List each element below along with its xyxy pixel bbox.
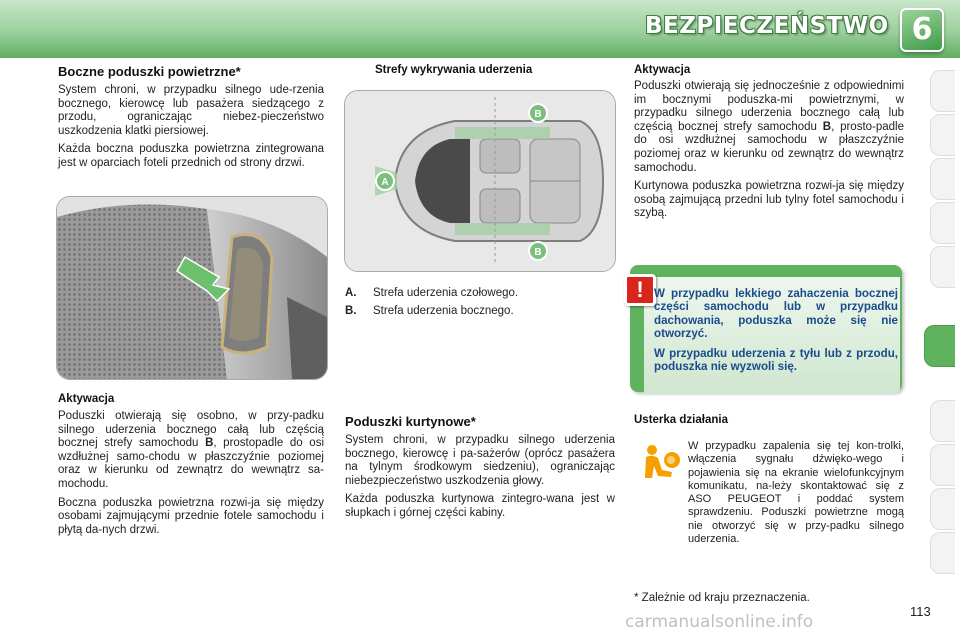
- chapter-tab[interactable]: [930, 202, 955, 244]
- impact-zones-diagram: [344, 90, 616, 272]
- zone-ref: B: [822, 120, 832, 133]
- chapter-tab[interactable]: [930, 158, 955, 200]
- paragraph: [58, 410, 324, 492]
- curtain-activation-heading: Aktywacja: [634, 64, 691, 76]
- paragraph: Kurtynowa poduszka powietrzna rozwi-ja się między osobą zajmującą przedni lub tylny fotel samochodu i szybą.: [634, 180, 904, 220]
- warning-paragraph: W przypadku lekkiego zahaczenia bocznej części samochodu lub w przypadku dachowania, poduszka może się nie otworzyć.: [654, 287, 898, 341]
- text-run: , prosto-padle do osi wzdłużnej samochodu w płaszczyźnie poziomej oraz w kierunku od zewnątrz do wewnątrz samochodu.: [634, 120, 905, 174]
- side-airbags-activation: [58, 410, 324, 542]
- side-airbags-intro: [58, 84, 324, 176]
- warning-paragraph: W przypadku uderzenia z tyłu lub z przodu, poduszka nie wyzwoli się.: [654, 346, 898, 374]
- text-run: Poduszki otwierają się osobno, w przy-padku silnego uderzenia bocznego całą lub częścią bocznej strefy samochodu: [58, 410, 324, 450]
- car-topview-illustration: [345, 91, 615, 271]
- chapter-tab[interactable]: [930, 444, 955, 486]
- seat-airbag-image: [56, 196, 328, 380]
- watermark: carmanualsonline.info: [625, 612, 814, 632]
- activation-heading: Aktywacja: [58, 393, 115, 405]
- zone-label: A: [381, 177, 389, 188]
- chapter-tabs: [930, 70, 960, 580]
- zones-heading: Strefy wykrywania uderzenia: [375, 64, 533, 76]
- text-run: , prostopadle do osi wzdłużnej samo-chodu w płaszczyźnie poziomej oraz w kierunku od zewnątrz do wewnątrz sa-mochodu.: [58, 437, 324, 490]
- chapter-tab[interactable]: [930, 532, 955, 574]
- legend-row-a: [345, 287, 518, 299]
- chapter-number-badge: 6: [900, 8, 944, 52]
- chapter-title: BEZPIECZEŃSTWO: [645, 13, 889, 39]
- fault-text: W przypadku zapalenia się tej kon-trolki, włączenia sygnału dźwięko-wego i pojawienia się na ekranie wielofunkcyjnym komunikatu, na-leży skontaktować się z ASO PEUGEOT i poddać system sprawdzeniu. Poduszki powietrzne mogą nie otworzyć się w przy-padku silnego uderzenia.: [688, 440, 904, 546]
- warning-icon: !: [624, 274, 656, 306]
- curtain-activation-text: [634, 80, 904, 226]
- chapter-tab[interactable]: [930, 70, 955, 112]
- legend-key: A.: [345, 287, 357, 299]
- chapter-header: [0, 0, 960, 58]
- zone-ref: B: [205, 437, 214, 450]
- chapter-tab[interactable]: [930, 246, 955, 288]
- airbag-warning-lamp-icon: [636, 440, 684, 486]
- side-airbags-heading: Boczne poduszki powietrzne*: [58, 64, 241, 79]
- page-number: 113: [910, 604, 931, 619]
- warning-panel: [636, 277, 900, 394]
- legend-row-b: [345, 305, 514, 317]
- paragraph: Każda boczna poduszka powietrzna zintegrowana jest w oparciach foteli przednich od strony drzwi.: [58, 143, 324, 169]
- paragraph: [634, 80, 904, 175]
- zone-label: B: [534, 247, 542, 258]
- fault-heading: Usterka działania: [634, 414, 728, 426]
- paragraph: System chroni, w przypadku silnego uderzenia bocznego, kierowcę i pa-sażerów (oprócz pasażera na tylnym środkowym siedzeniu), ograniczając niebezpieczeństwo uszkodzenia głowy.: [345, 434, 615, 487]
- curtain-airbags-text: [345, 434, 615, 526]
- footnote: * Zależnie od kraju przeznaczenia.: [634, 592, 810, 604]
- paragraph: Każda poduszka kurtynowa zintegro-wana jest w słupkach i górnej części kabiny.: [345, 493, 615, 519]
- warning-text: [654, 287, 898, 379]
- text-run: Poduszki otwierają się jednocześnie z odpowiednimi im bocznymi poduszka-mi powietrznymi, w przypadku silnego uderzenia bocznego całą lub częścią bocznej strefy samochodu: [634, 80, 904, 133]
- chapter-tab[interactable]: [930, 488, 955, 530]
- zone-label: B: [534, 109, 542, 120]
- warning-box: [630, 265, 902, 392]
- paragraph: Boczna poduszka powietrzna rozwi-ja się między osobami zajmującymi przednie fotele samochodu i płytą da-nych drzwi.: [58, 496, 324, 536]
- legend-key: B.: [345, 305, 357, 317]
- legend-text: Strefa uderzenia czołowego.: [373, 287, 519, 299]
- curtain-airbags-heading: Poduszki kurtynowe*: [345, 414, 476, 429]
- chapter-tab-active[interactable]: [924, 325, 955, 367]
- chapter-tab[interactable]: [930, 400, 955, 442]
- legend-text: Strefa uderzenia bocznego.: [373, 305, 514, 317]
- paragraph: System chroni, w przypadku silnego ude-rzenia bocznego, kierowcę lub pasażera siedzącego z przodu, ograniczając niebez-pieczeństwo uszkodzenia klatki piersiowej.: [58, 84, 324, 137]
- chapter-tab[interactable]: [930, 114, 955, 156]
- seat-illustration: [57, 197, 327, 379]
